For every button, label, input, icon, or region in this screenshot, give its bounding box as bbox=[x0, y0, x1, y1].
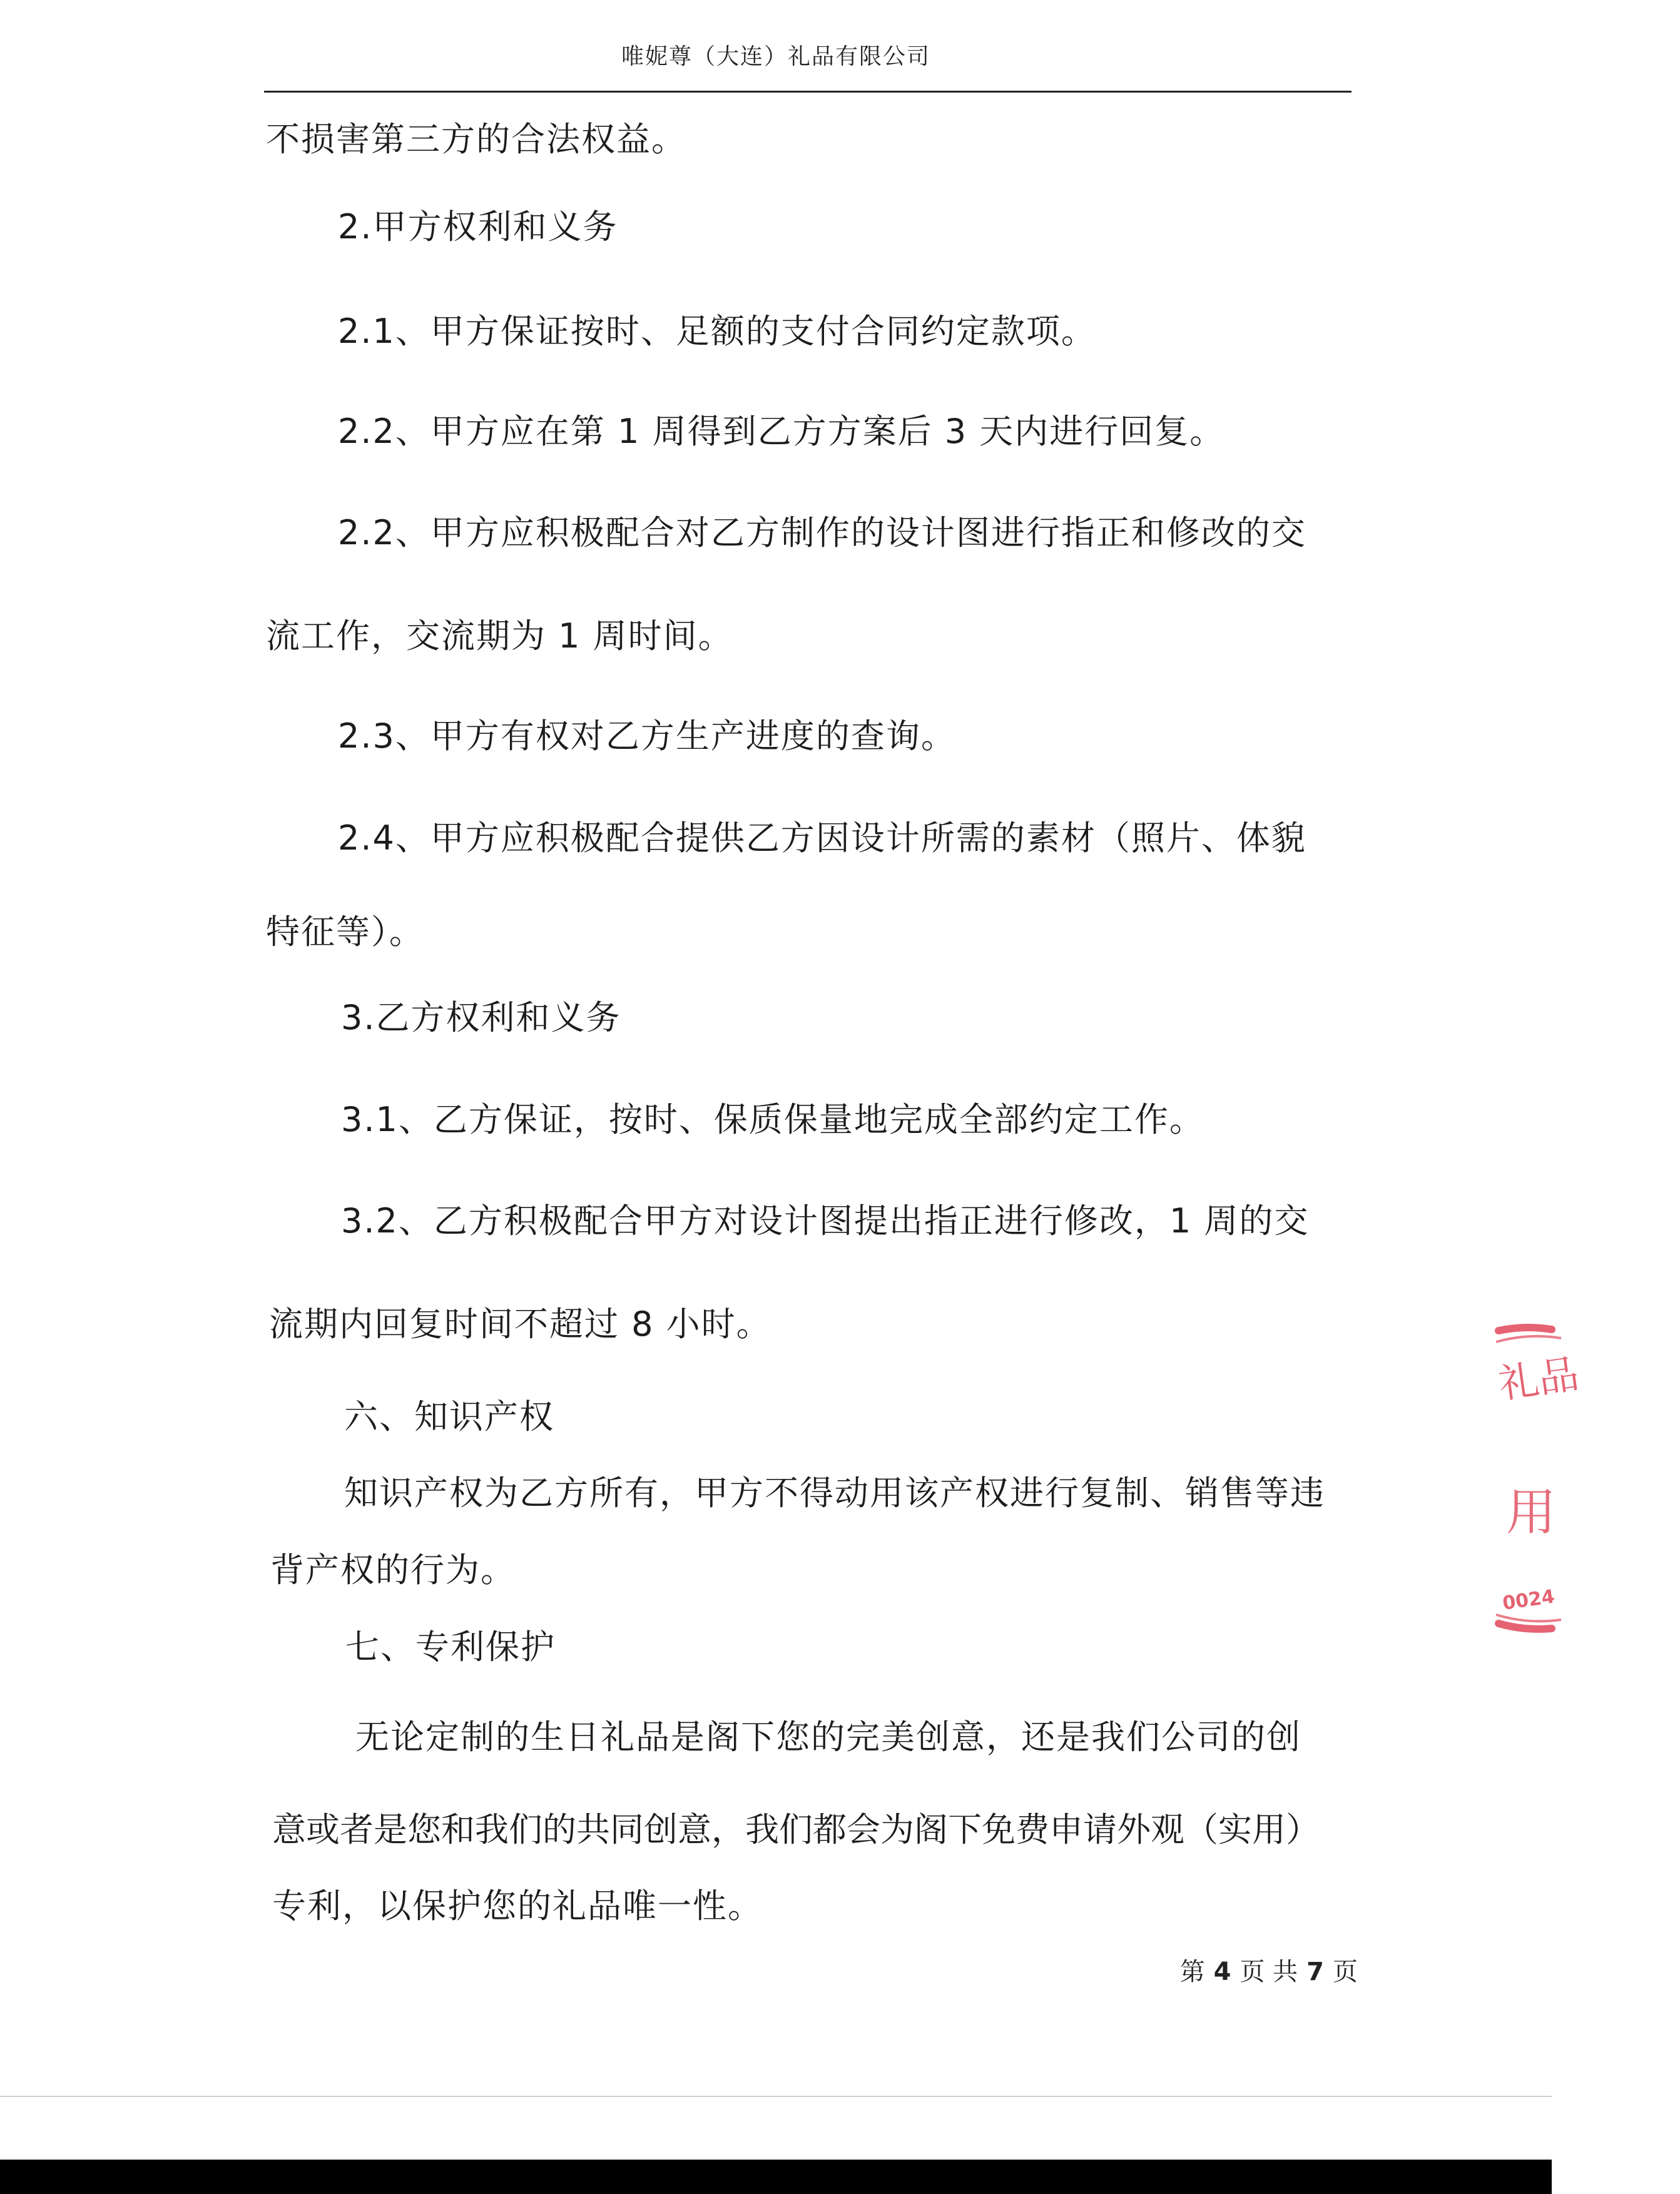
section-heading: 2.甲方权利和义务 bbox=[338, 207, 618, 246]
body-line: 意或者是您和我们的共同创意，我们都会为阁下免费申请外观（实用） bbox=[272, 1810, 1320, 1849]
section-heading: 六、知识产权 bbox=[344, 1397, 554, 1436]
header-rule bbox=[264, 91, 1352, 93]
body-line: 2.4、甲方应积极配合提供乙方因设计所需的素材（照片、体貌 bbox=[338, 818, 1306, 858]
body-line: 3.2、乙方积极配合甲方对设计图提出指正进行修改，1 周的交 bbox=[341, 1201, 1310, 1241]
body-line: 3.1、乙方保证，按时、保质保量地完成全部约定工作。 bbox=[341, 1100, 1204, 1139]
body-line: 不损害第三方的合法权益。 bbox=[266, 119, 686, 159]
page-number bbox=[1180, 1952, 1358, 1988]
body-line: 无论定制的生日礼品是阁下您的完美创意，还是我们公司的创 bbox=[355, 1717, 1301, 1757]
body-line: 流期内回复时间不超过 8 小时。 bbox=[269, 1304, 771, 1344]
scan-bottom-border bbox=[0, 2160, 1552, 2194]
page-suffix: 页 bbox=[1333, 1958, 1358, 1986]
body-line: 知识产权为乙方所有，甲方不得动用该产权进行复制、销售等违 bbox=[344, 1473, 1325, 1513]
svg-text:用: 用 bbox=[1506, 1483, 1556, 1541]
page-total: 7 bbox=[1306, 1958, 1324, 1986]
svg-text:礼品: 礼品 bbox=[1495, 1351, 1582, 1408]
header-company-name: 唯妮尊（大连）礼品有限公司 bbox=[621, 44, 930, 69]
svg-text:0024: 0024 bbox=[1501, 1585, 1556, 1615]
section-heading: 七、专利保护 bbox=[345, 1627, 556, 1667]
body-line: 2.2、甲方应在第 1 周得到乙方方案后 3 天内进行回复。 bbox=[338, 412, 1225, 451]
body-line: 专利，以保护您的礼品唯一性。 bbox=[272, 1886, 763, 1926]
body-line: 2.2、甲方应积极配合对乙方制作的设计图进行指正和修改的交 bbox=[338, 513, 1306, 552]
page-current: 4 bbox=[1213, 1958, 1231, 1986]
company-seal bbox=[1492, 1323, 1680, 1636]
body-line: 2.3、甲方有权对乙方生产进度的查询。 bbox=[338, 716, 956, 756]
page-prefix: 第 bbox=[1179, 1958, 1205, 1986]
body-line: 2.1、甲方保证按时、足额的支付合同约定款项。 bbox=[338, 312, 1096, 351]
body-line: 特征等）。 bbox=[266, 912, 424, 952]
section-heading: 3.乙方权利和义务 bbox=[341, 998, 621, 1037]
scan-edge-line bbox=[0, 2096, 1552, 2097]
body-line: 背产权的行为。 bbox=[270, 1550, 516, 1590]
page-mid: 页 共 bbox=[1240, 1958, 1298, 1986]
body-line: 流工作，交流期为 1 周时间。 bbox=[266, 616, 733, 656]
